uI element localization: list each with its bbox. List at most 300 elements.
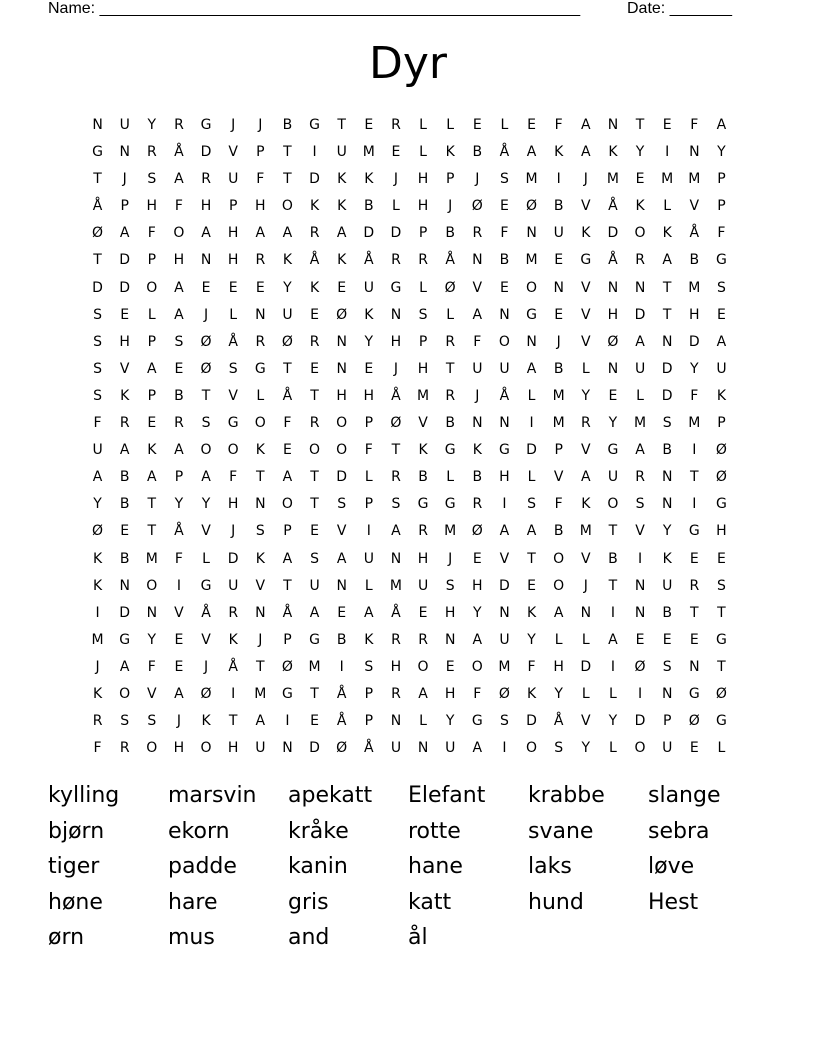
grid-letter[interactable]: J [556,333,561,350]
grid-letter[interactable]: N [472,252,483,269]
grid-letter[interactable]: T [717,658,726,675]
grid-letter[interactable]: D [227,550,239,567]
grid-letter[interactable]: L [419,117,427,133]
grid-letter[interactable]: J [258,117,263,133]
grid-letter[interactable]: K [92,550,103,567]
grid-letter[interactable]: V [581,442,591,459]
grid-letter[interactable]: N [417,740,429,757]
grid-letter[interactable]: E [472,550,482,567]
grid-letter[interactable]: E [608,387,618,404]
grid-letter[interactable]: P [120,198,129,215]
grid-letter[interactable]: N [336,333,347,350]
grid-letter[interactable]: J [583,577,588,594]
grid-letter[interactable]: H [227,225,239,242]
grid-letter[interactable]: T [337,117,346,133]
grid-letter[interactable]: A [147,469,157,486]
grid-letter[interactable]: L [446,306,455,323]
grid-letter[interactable]: Å [391,604,401,621]
grid-letter[interactable]: B [445,415,455,432]
grid-letter[interactable]: Ø [715,442,727,459]
grid-letter[interactable]: M [444,523,457,540]
grid-letter[interactable]: E [527,117,536,133]
grid-letter[interactable]: Ø [715,685,727,702]
grid-letter[interactable]: Y [174,496,184,513]
grid-letter[interactable]: V [119,360,130,377]
grid-letter[interactable]: O [309,442,321,459]
grid-letter[interactable]: T [310,469,319,486]
grid-letter[interactable]: R [201,171,211,188]
grid-letter[interactable]: O [526,740,538,757]
grid-letter[interactable]: M [552,387,565,404]
grid-letter[interactable]: S [662,658,672,675]
grid-letter[interactable]: I [231,685,236,702]
grid-letter[interactable]: N [607,360,619,377]
grid-letter[interactable]: Å [228,333,238,350]
grid-letter[interactable]: E [147,415,157,432]
grid-letter[interactable]: D [363,225,375,242]
grid-letter[interactable]: G [282,685,293,702]
grid-letter[interactable]: N [499,306,510,323]
grid-letter[interactable]: P [418,333,428,350]
grid-letter[interactable]: E [283,442,292,459]
grid-letter[interactable]: J [583,171,588,188]
grid-letter[interactable]: U [662,740,673,757]
grid-letter[interactable]: V [499,550,510,567]
grid-letter[interactable]: V [228,387,238,404]
grid-letter[interactable]: K [526,604,537,621]
grid-letter[interactable]: G [444,442,456,459]
grid-letter[interactable]: E [445,658,455,675]
grid-letter[interactable]: E [689,550,699,567]
grid-letter[interactable]: U [309,577,320,594]
grid-letter[interactable]: E [310,523,319,540]
grid-letter[interactable]: Å [201,604,211,621]
grid-letter[interactable]: T [228,713,238,730]
grid-letter[interactable]: U [472,360,483,377]
grid-letter[interactable]: I [637,550,643,567]
grid-letter[interactable]: D [634,713,646,730]
grid-letter[interactable]: P [283,523,292,540]
grid-letter[interactable]: B [608,550,618,567]
grid-letter[interactable]: H [417,550,429,567]
grid-letter[interactable]: D [390,225,402,242]
grid-letter[interactable]: U [553,225,564,242]
grid-letter[interactable]: E [337,604,347,621]
grid-letter[interactable]: A [174,685,184,702]
grid-letter[interactable]: Å [282,604,293,621]
grid-letter[interactable]: A [608,631,618,648]
grid-letter[interactable]: B [445,225,455,242]
grid-letter[interactable]: S [716,577,726,594]
grid-letter[interactable]: V [201,523,211,540]
grid-letter[interactable]: R [418,631,428,648]
grid-letter[interactable]: B [282,117,293,133]
grid-letter[interactable]: J [203,306,209,323]
grid-letter[interactable]: P [256,144,265,161]
grid-letter[interactable]: A [201,469,211,486]
grid-letter[interactable]: U [255,740,266,757]
grid-letter[interactable]: F [473,685,482,702]
grid-letter[interactable]: D [336,469,348,486]
grid-letter[interactable]: M [308,658,321,675]
grid-letter[interactable]: F [527,658,536,675]
grid-letter[interactable]: H [716,523,727,540]
grid-letter[interactable]: B [472,144,483,161]
grid-letter[interactable]: T [147,523,157,540]
grid-letter[interactable]: U [417,577,429,594]
grid-letter[interactable]: Å [364,252,374,269]
grid-letter[interactable]: N [689,144,700,161]
grid-letter[interactable]: Ø [634,658,646,675]
grid-letter[interactable]: K [662,225,672,242]
grid-letter[interactable]: T [93,252,102,269]
grid-letter[interactable]: Y [473,604,482,621]
grid-letter[interactable]: I [610,604,615,621]
grid-letter[interactable]: S [499,171,509,188]
grid-letter[interactable]: N [661,496,673,513]
grid-letter[interactable]: O [553,577,565,594]
grid-letter[interactable]: S [364,658,374,675]
grid-letter[interactable]: K [662,550,672,567]
grid-letter[interactable]: N [661,333,673,350]
grid-letter[interactable]: O [526,279,538,296]
grid-letter[interactable]: G [444,496,456,513]
grid-letter[interactable]: O [607,496,619,513]
grid-letter[interactable]: T [608,577,618,594]
grid-letter[interactable]: N [336,360,347,377]
grid-letter[interactable]: F [473,333,482,350]
grid-letter[interactable]: D [119,604,131,621]
grid-letter[interactable]: Ø [607,333,619,350]
grid-letter[interactable]: D [92,279,103,296]
grid-letter[interactable]: L [663,198,672,215]
grid-letter[interactable]: O [119,685,131,702]
grid-letter[interactable]: A [201,225,211,242]
grid-letter[interactable]: I [665,144,670,161]
grid-letter[interactable]: O [146,740,158,757]
grid-letter[interactable]: D [634,306,646,323]
grid-letter[interactable]: Å [499,387,510,404]
grid-letter[interactable]: G [200,577,212,594]
grid-letter[interactable]: R [391,631,401,648]
grid-letter[interactable]: T [256,658,265,675]
grid-letter[interactable]: I [502,496,507,513]
grid-letter[interactable]: N [526,225,537,242]
grid-letter[interactable]: L [581,685,590,702]
grid-letter[interactable]: K [581,225,591,242]
grid-letter[interactable]: U [662,577,673,594]
grid-letter[interactable]: G [92,144,103,161]
grid-letter[interactable]: A [716,333,727,350]
grid-letter[interactable]: E [120,306,130,323]
grid-letter[interactable]: J [448,550,453,567]
grid-letter[interactable]: P [717,198,726,215]
grid-letter[interactable]: R [580,415,591,432]
grid-letter[interactable]: V [553,469,564,486]
grid-letter[interactable]: A [174,171,184,188]
grid-letter[interactable]: P [228,198,238,215]
grid-letter[interactable]: K [526,685,537,702]
grid-letter[interactable]: L [636,387,644,404]
grid-letter[interactable]: T [283,171,292,188]
grid-letter[interactable]: E [554,252,564,269]
grid-letter[interactable]: K [337,252,347,269]
grid-letter[interactable]: H [146,198,158,215]
grid-letter[interactable]: G [254,360,266,377]
grid-letter[interactable]: J [475,387,480,404]
grid-letter[interactable]: A [526,523,537,540]
grid-letter[interactable]: B [499,252,510,269]
grid-letter[interactable]: L [364,577,373,594]
grid-letter[interactable]: L [202,550,210,567]
grid-letter[interactable]: E [527,577,536,594]
grid-letter[interactable]: U [228,577,239,594]
grid-letter[interactable]: T [527,550,536,567]
grid-letter[interactable]: V [336,523,347,540]
grid-letter[interactable]: R [689,577,700,594]
grid-letter[interactable]: O [200,740,212,757]
grid-letter[interactable]: J [176,713,181,730]
grid-letter[interactable]: G [417,496,429,513]
grid-letter[interactable]: T [283,360,292,377]
grid-letter[interactable]: N [119,577,130,594]
grid-letter[interactable]: T [608,523,618,540]
grid-letter[interactable]: G [716,496,727,513]
grid-letter[interactable]: G [607,442,619,459]
grid-letter[interactable]: H [363,387,375,404]
grid-letter[interactable]: A [364,604,374,621]
grid-letter[interactable]: U [336,144,347,161]
grid-letter[interactable]: Ø [92,523,104,540]
grid-letter[interactable]: N [634,604,646,621]
grid-letter[interactable]: G [716,713,727,730]
grid-letter[interactable]: Ø [688,713,700,730]
grid-letter[interactable]: R [418,523,428,540]
grid-letter[interactable]: R [635,469,645,486]
grid-letter[interactable]: S [337,496,347,513]
grid-letter[interactable]: O [254,415,266,432]
grid-letter[interactable]: Y [635,144,645,161]
grid-letter[interactable]: K [716,387,727,404]
grid-letter[interactable]: B [364,198,374,215]
grid-letter[interactable]: N [444,631,456,648]
grid-letter[interactable]: H [227,496,239,513]
grid-letter[interactable]: I [176,577,181,594]
grid-letter[interactable]: L [256,387,265,404]
grid-letter[interactable]: S [527,496,536,513]
grid-letter[interactable]: E [228,279,238,296]
grid-letter[interactable]: H [200,198,212,215]
grid-letter[interactable]: Å [391,387,401,404]
grid-letter[interactable]: Y [93,496,102,513]
grid-letter[interactable]: K [282,252,293,269]
grid-letter[interactable]: R [391,685,401,702]
grid-letter[interactable]: Ø [336,740,348,757]
grid-letter[interactable]: P [364,496,374,513]
grid-letter[interactable]: K [635,198,645,215]
grid-letter[interactable]: Ø [526,198,538,215]
grid-letter[interactable]: G [716,252,727,269]
grid-letter[interactable]: Å [553,713,564,730]
grid-letter[interactable]: I [637,685,643,702]
grid-letter[interactable]: I [692,442,697,459]
grid-letter[interactable]: G [227,415,239,432]
grid-letter[interactable]: D [200,144,212,161]
grid-letter[interactable]: I [95,604,100,621]
grid-letter[interactable]: N [661,469,673,486]
grid-letter[interactable]: A [119,442,130,459]
grid-letter[interactable]: K [92,577,103,594]
grid-letter[interactable]: U [499,360,510,377]
grid-letter[interactable]: V [418,415,428,432]
grid-letter[interactable]: K [364,631,374,648]
grid-letter[interactable]: T [283,144,292,161]
grid-letter[interactable]: L [392,198,400,215]
grid-letter[interactable]: Ø [390,415,402,432]
grid-letter[interactable]: N [146,604,158,621]
grid-letter[interactable]: Y [581,740,591,757]
grid-letter[interactable]: B [662,442,672,459]
grid-letter[interactable]: M [417,387,430,404]
grid-letter[interactable]: N [255,604,266,621]
grid-letter[interactable]: M [552,415,565,432]
grid-letter[interactable]: J [231,117,236,133]
grid-letter[interactable]: P [147,252,157,269]
grid-letter[interactable]: R [472,225,483,242]
grid-letter[interactable]: L [527,469,536,486]
grid-letter[interactable]: E [310,360,319,377]
grid-letter[interactable]: F [147,658,156,675]
grid-letter[interactable]: N [499,415,510,432]
grid-letter[interactable]: N [580,604,592,621]
grid-letter[interactable]: M [688,171,701,188]
grid-letter[interactable]: G [309,631,320,648]
grid-letter[interactable]: Y [527,631,536,648]
grid-letter[interactable]: V [174,604,184,621]
grid-letter[interactable]: Ø [281,333,293,350]
grid-letter[interactable]: R [391,117,401,133]
grid-letter[interactable]: H [444,604,456,621]
grid-letter[interactable]: Y [690,360,699,377]
grid-letter[interactable]: B [119,469,130,486]
grid-letter[interactable]: E [500,279,509,296]
grid-letter[interactable]: J [393,360,398,377]
grid-letter[interactable]: Ø [471,198,483,215]
grid-letter[interactable]: L [581,360,590,377]
grid-letter[interactable]: S [147,171,157,188]
grid-letter[interactable]: E [662,631,672,648]
grid-letter[interactable]: Ø [92,225,104,242]
grid-letter[interactable]: P [445,171,455,188]
grid-letter[interactable]: N [255,306,266,323]
grid-letter[interactable]: O [634,225,646,242]
grid-letter[interactable]: O [227,442,239,459]
grid-letter[interactable]: N [390,550,402,567]
grid-letter[interactable]: E [717,550,726,567]
grid-letter[interactable]: E [310,713,319,730]
grid-letter[interactable]: S [147,713,157,730]
grid-letter[interactable]: R [309,415,320,432]
grid-letter[interactable]: S [93,360,102,377]
grid-letter[interactable]: I [556,171,561,188]
grid-letter[interactable]: R [418,252,428,269]
grid-letter[interactable]: P [147,333,157,350]
grid-letter[interactable]: E [201,279,211,296]
grid-letter[interactable]: L [581,631,590,648]
grid-letter[interactable]: A [309,604,320,621]
grid-letter[interactable]: U [445,740,456,757]
grid-letter[interactable]: Y [554,685,563,702]
grid-letter[interactable]: V [581,713,591,730]
grid-letter[interactable]: Ø [336,306,348,323]
grid-letter[interactable]: P [364,685,374,702]
grid-letter[interactable]: R [92,713,103,730]
grid-letter[interactable]: R [391,252,401,269]
grid-letter[interactable]: N [282,740,293,757]
grid-letter[interactable]: E [120,523,130,540]
grid-letter[interactable]: P [662,713,672,730]
grid-letter[interactable]: K [364,306,374,323]
grid-letter[interactable]: E [662,117,672,133]
grid-letter[interactable]: Å [282,387,293,404]
grid-letter[interactable]: M [91,631,104,648]
grid-letter[interactable]: I [529,415,534,432]
grid-letter[interactable]: L [419,144,427,161]
grid-letter[interactable]: T [310,387,319,404]
grid-letter[interactable]: E [500,198,509,215]
grid-letter[interactable]: D [119,279,131,296]
grid-letter[interactable]: L [419,279,427,296]
grid-letter[interactable]: B [553,360,564,377]
grid-letter[interactable]: E [689,740,699,757]
grid-letter[interactable]: T [662,306,672,323]
grid-letter[interactable]: S [391,496,401,513]
grid-letter[interactable]: P [174,469,184,486]
grid-letter[interactable]: J [95,658,100,675]
grid-letter[interactable]: A [255,713,266,730]
grid-letter[interactable]: A [174,442,184,459]
grid-letter[interactable]: A [526,144,537,161]
grid-letter[interactable]: D [661,387,673,404]
grid-letter[interactable]: U [499,631,510,648]
grid-letter[interactable]: K [337,198,347,215]
grid-letter[interactable]: V [581,550,591,567]
grid-letter[interactable]: F [93,415,102,432]
grid-letter[interactable]: Y [445,713,455,730]
grid-letter[interactable]: P [364,415,374,432]
grid-letter[interactable]: P [717,415,726,432]
grid-letter[interactable]: E [174,631,184,648]
grid-letter[interactable]: N [255,496,266,513]
grid-letter[interactable]: T [391,442,401,459]
grid-letter[interactable]: Ø [281,658,293,675]
grid-letter[interactable]: D [309,740,320,757]
grid-letter[interactable]: K [309,279,320,296]
grid-letter[interactable]: T [93,171,102,188]
grid-letter[interactable]: T [201,387,211,404]
grid-letter[interactable]: A [662,252,672,269]
grid-letter[interactable]: H [173,252,185,269]
grid-letter[interactable]: O [200,442,212,459]
grid-letter[interactable]: L [446,117,455,133]
grid-letter[interactable]: I [312,144,317,161]
grid-letter[interactable]: J [475,171,480,188]
grid-letter[interactable]: K [554,144,564,161]
grid-letter[interactable]: N [390,306,402,323]
grid-letter[interactable]: D [526,713,537,730]
grid-letter[interactable]: V [689,198,700,215]
grid-letter[interactable]: J [231,523,236,540]
